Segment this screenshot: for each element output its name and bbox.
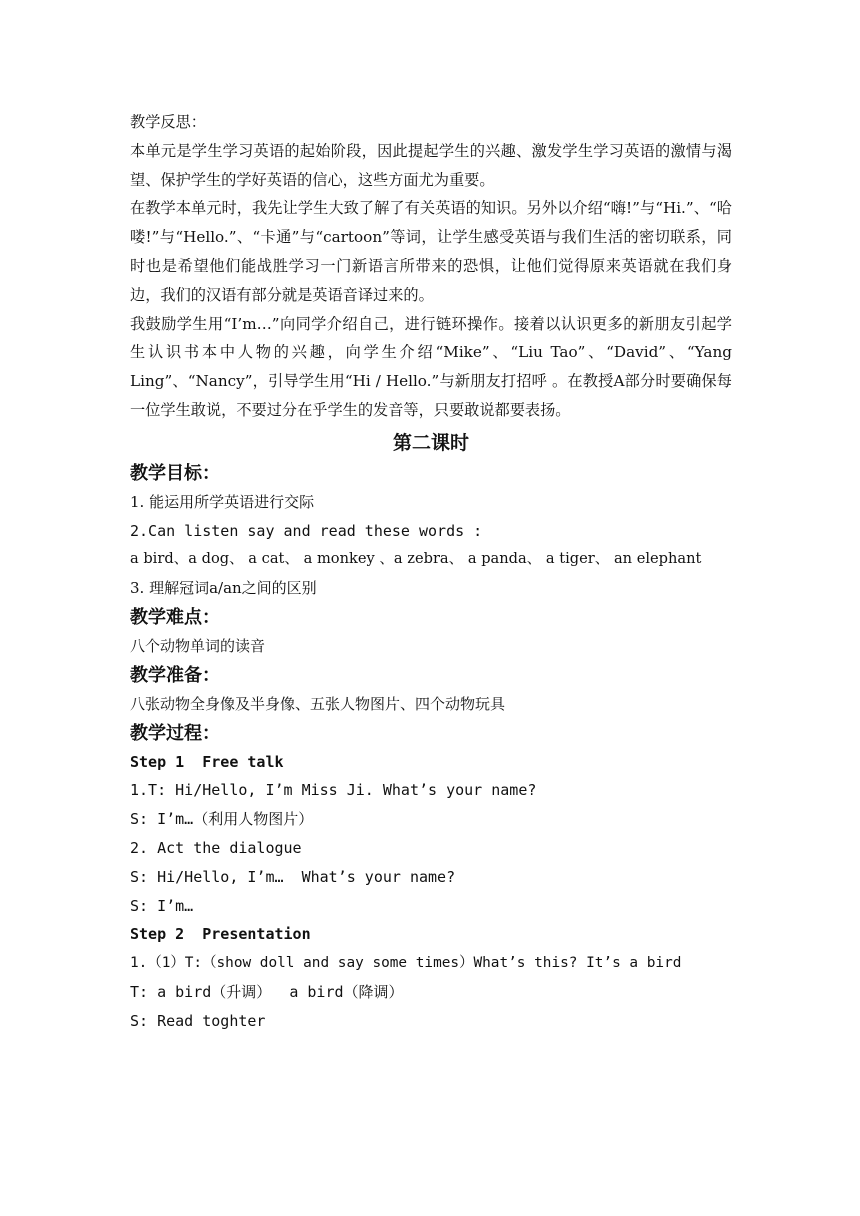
step-1-line: 2. Act the dialogue <box>130 838 302 857</box>
preparation-text: 八张动物全身像及半身像、五张人物图片、四个动物玩具 <box>130 694 506 713</box>
step-2-line: T: a bird（升调） a bird（降调） <box>130 982 404 1001</box>
step-1-line: S: I’m…（利用人物图片） <box>130 810 314 829</box>
step-2-title: Step 2 Presentation <box>130 925 311 944</box>
goal-3: 3. 理解冠词a/an之间的区别 <box>130 579 317 598</box>
goal-2: 2.Can listen say and read these words : <box>130 521 483 540</box>
document-page <box>130 108 732 1036</box>
goals-heading: 教学目标： <box>130 462 220 484</box>
step-1-title: Step 1 Free talk <box>130 752 284 771</box>
step-2-line: S: Read toghter <box>130 1011 266 1030</box>
goal-1: 1. 能运用所学英语进行交际 <box>130 492 315 511</box>
step-1-line: S: Hi/Hello, I’m… What’s your name? <box>130 867 456 886</box>
process-heading: 教学过程： <box>130 722 220 744</box>
lesson-title: 第二课时 <box>392 431 469 454</box>
difficulty-text: 八个动物单词的读音 <box>130 636 266 655</box>
reflection-paragraph-3: 我鼓励学生用“I’m…”向同学介绍自己，进行链环操作。接着以认识更多的新朋友引起学生认识书本中人物的兴趣，向学生介绍“Mike”、“Liu Tao”、“David”、“Yang Ling”、“Nancy”，引导学生用“Hi / Hello.”与新朋友打招呼 。在教授A部分时要确保每一位学生敢说，不要过分在乎学生的发音等，只要敢说都要表扬。 <box>130 314 732 419</box>
preparation-heading: 教学准备： <box>130 664 220 686</box>
animal-words: a bird、a dog、 a cat、 a monkey 、a zebra、 a panda、 a tiger、 an elephant <box>130 550 702 568</box>
step-1-line: S: I’m… <box>130 896 194 915</box>
reflection-heading: 教学反思： <box>130 113 206 131</box>
step-1-line: 1.T: Hi/Hello, I’m Miss Ji. What’s your name? <box>130 781 537 800</box>
difficulty-heading: 教学难点： <box>130 606 220 628</box>
reflection-paragraph-2: 在教学本单元时，我先让学生大致了解了有关英语的知识。另外以介绍“嗨!”与“Hi.”、“哈喽!”与“Hello.”、“卡通”与“cartoon”等词，让学生感受英语与我们生活的密切联系，同时也是希望他们能战胜学习一门新语言所带来的恐惧，让他们觉得原来英语就在我们身边，我们的汉语有部分就是英语音译过来的。 <box>130 199 732 304</box>
reflection-paragraph-1: 本单元是学生学习英语的起始阶段，因此提起学生的兴趣、激发学生学习英语的激情与渴望、保护学生的学好英语的信心，这些方面尤为重要。 <box>130 141 732 189</box>
step-2-line: 1.（1）T:（show doll and say some times）What’s this? It’s a bird <box>130 955 682 972</box>
